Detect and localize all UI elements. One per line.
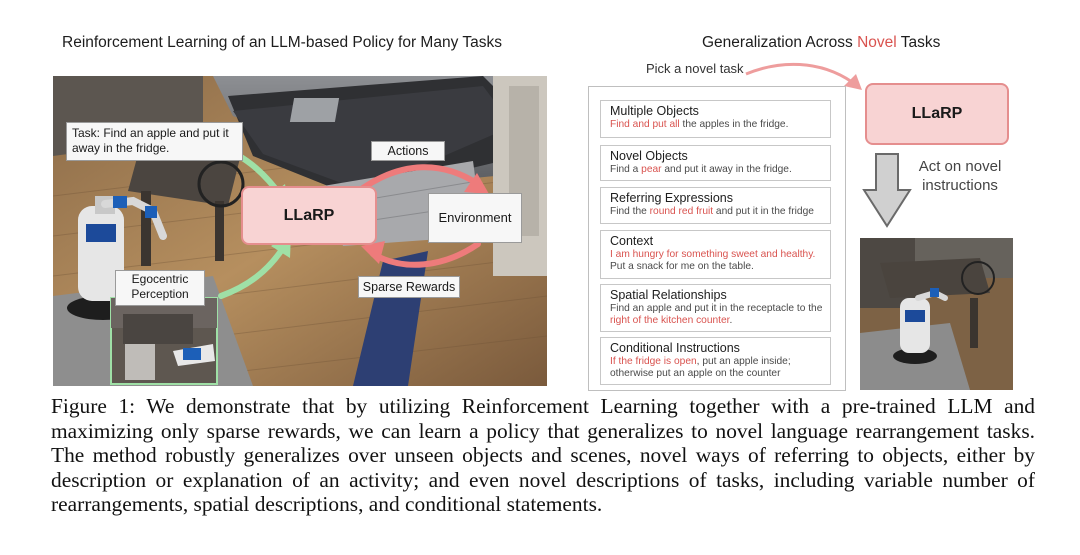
task-title: Spatial Relationships — [610, 288, 727, 302]
task-text: . — [729, 315, 733, 326]
egocentric-perception-label: Egocentric Perception — [115, 270, 205, 306]
task-title: Context — [610, 234, 654, 248]
task-highlight: right of the kitchen counter — [610, 315, 730, 326]
sparse-rewards-label: Sparse Rewards — [358, 276, 460, 298]
actions-label: Actions — [371, 141, 445, 161]
task-text: , put an apple inside; otherwise put an apple on the counter — [610, 356, 791, 379]
task-description — [601, 118, 830, 131]
task-referring-expressions — [600, 187, 831, 224]
task-highlight: round red fruit — [649, 206, 714, 217]
task-novel-objects — [600, 145, 831, 181]
task-multiple-objects — [600, 100, 831, 138]
task-title: Novel Objects — [610, 149, 688, 163]
novel-task-robot-image — [860, 238, 1013, 390]
figure-caption: Figure 1: We demonstrate that by utilizing Reinforcement Learning together with a pre-trained LLM and maximizing only sparse rewards, we can learn a policy that generalizes to novel language rearrangement tasks. The method robustly generalizes over unseen objects and scenes, novel ways of referring to objects, either by description or explanation of an activity; and even novel descriptions of tasks, including variable number of rearrangements, spatial descriptions, and conditional statements. — [51, 394, 1035, 517]
robot-kitchen-scene — [53, 76, 547, 386]
down-arrow-icon — [862, 150, 912, 230]
task-description — [601, 248, 830, 273]
task-text: Find the — [610, 206, 650, 217]
left-panel-title: Reinforcement Learning of an LLM-based Policy for Many Tasks — [62, 34, 502, 51]
task-description — [601, 355, 830, 380]
task-context — [600, 230, 831, 279]
task-title: Referring Expressions — [610, 191, 733, 205]
task-text: and put it away in the fridge. — [661, 164, 792, 175]
task-text: the apples in the fridge. — [679, 119, 789, 130]
task-conditional-instructions — [600, 337, 831, 385]
task-text: and put it in the fridge — [713, 206, 814, 217]
pick-novel-task-label: Pick a novel task — [646, 61, 744, 76]
llarp-model-box: LLaRP — [241, 186, 377, 245]
task-highlight: I am hungry for something sweet and healthy. — [610, 249, 816, 260]
novel-scene-illustration — [860, 238, 1013, 390]
right-panel-title — [702, 34, 940, 52]
right-title-prefix: Generalization Across — [702, 34, 858, 51]
environment-box: Environment — [428, 193, 522, 243]
task-description — [601, 163, 830, 176]
novel-task-list — [588, 86, 846, 391]
task-text: Put a snack for me on the table. — [610, 261, 754, 272]
task-description — [601, 205, 830, 218]
task-title: Multiple Objects — [610, 104, 699, 118]
task-label-box: Task: Find an apple and put it away in the fridge. — [66, 122, 243, 161]
egocentric-view — [111, 298, 217, 384]
task-title: Conditional Instructions — [610, 341, 740, 355]
task-highlight: If the fridge is open — [610, 356, 697, 367]
act-on-novel-label: Act on novel instructions — [918, 158, 1002, 194]
task-highlight: pear — [641, 164, 662, 175]
task-text: Find an apple and put it in the receptacle to the — [610, 303, 823, 314]
task-description — [601, 302, 830, 327]
right-title-suffix: Tasks — [896, 34, 941, 51]
task-text: Find a — [610, 164, 642, 175]
llarp-novel-box: LLaRP — [865, 83, 1009, 145]
right-title-highlight: Novel — [857, 34, 897, 51]
task-spatial-relationships — [600, 284, 831, 332]
task-highlight: Find and put all — [610, 119, 680, 130]
